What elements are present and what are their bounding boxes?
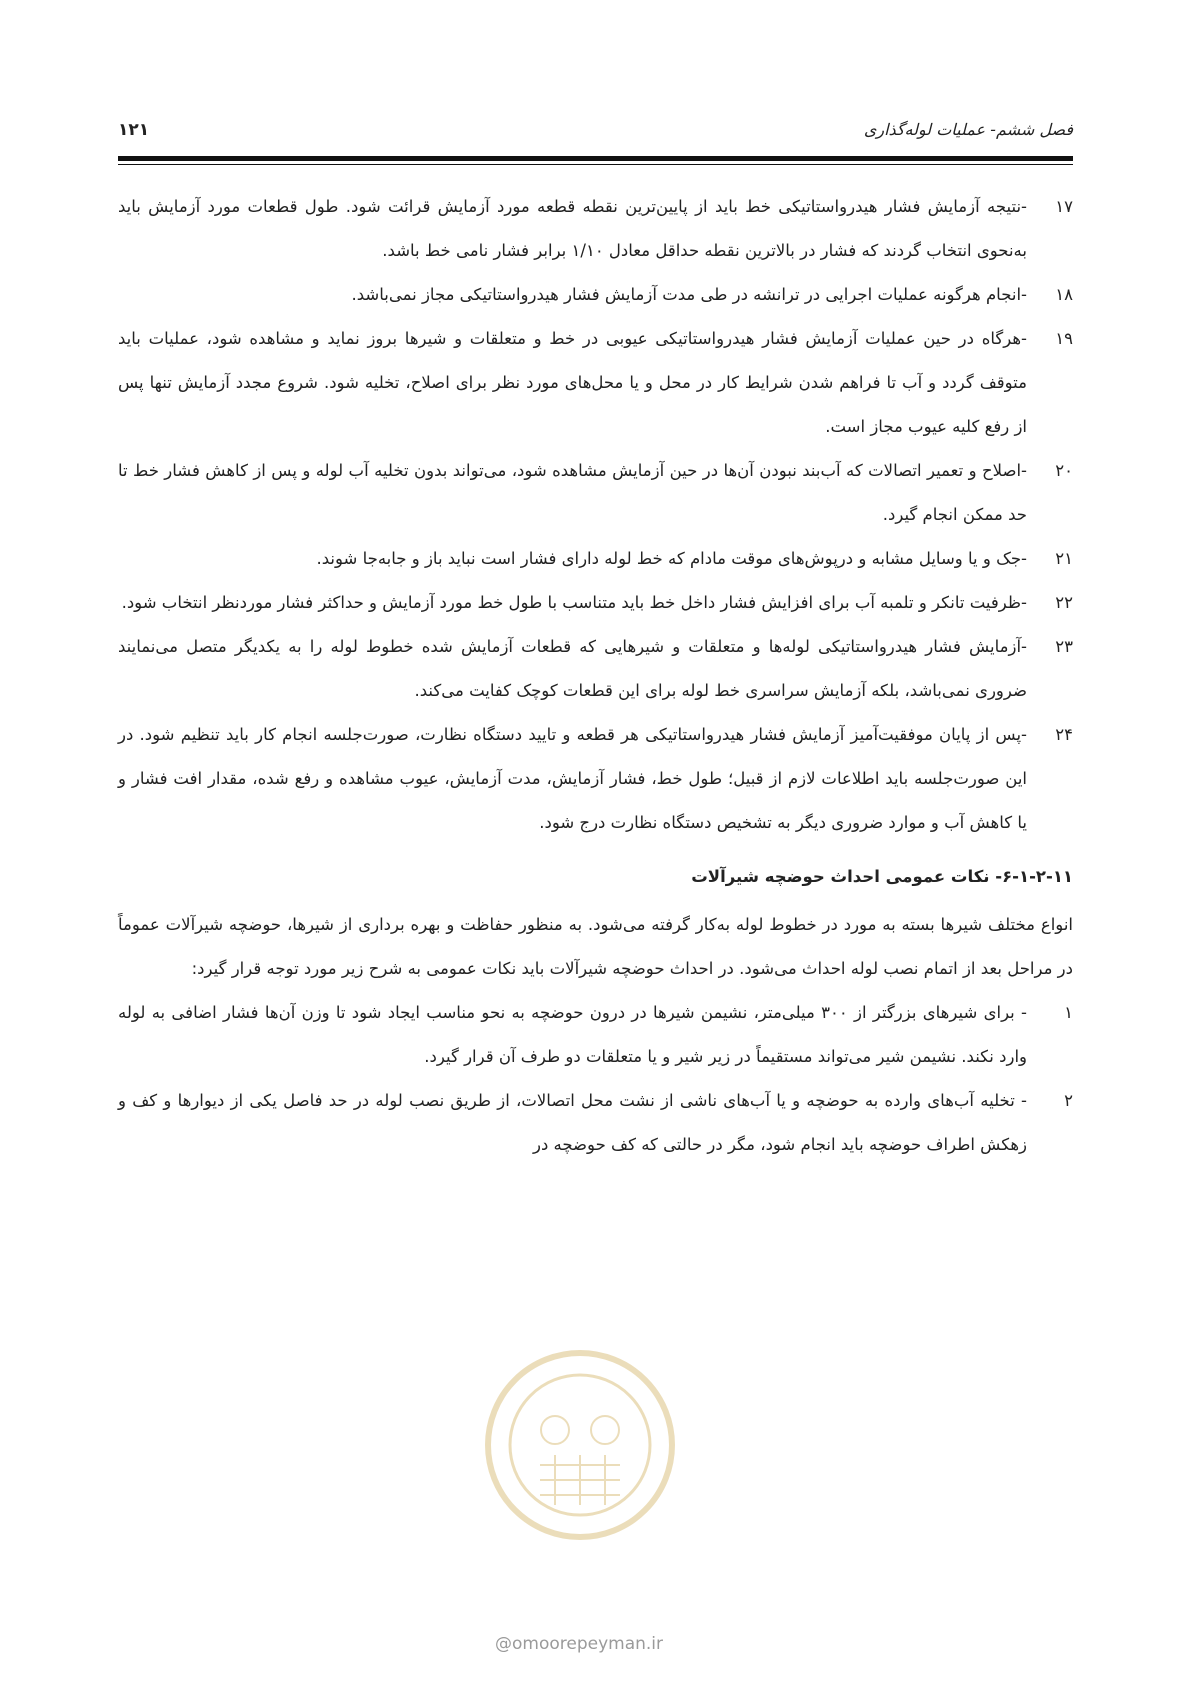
item-number: ۲ — [1064, 1091, 1073, 1110]
list-item — [118, 625, 1073, 713]
list-item — [118, 317, 1073, 449]
item-number: ۲۴ — [1055, 725, 1073, 744]
item-text: -هرگاه در حین عملیات آزمایش فشار هیدرواستاتیکی عیوبی در خط و متعلقات و شیرها بروز نماید و مشاهده شود، عملیات باید متوقف گردد و آب تا فراهم شدن شرایط کار در محل و یا محل‌های مورد نظر برای اصلاح، تخلیه شود. شروع مجدد آزمایش تنها پس از رفع کلیه عیوب مجاز است. — [118, 329, 1027, 436]
item-number: ۱۹ — [1055, 329, 1073, 348]
item-number: ۲۱ — [1055, 549, 1073, 568]
item-number: ۱ — [1064, 1003, 1073, 1022]
page-body — [118, 185, 1073, 1167]
page-header — [118, 120, 1073, 150]
item-number: ۲۲ — [1055, 593, 1073, 612]
header-rule-thick — [118, 156, 1073, 161]
item-number: ۲۰ — [1055, 461, 1073, 480]
item-text: -اصلاح و تعمیر اتصالات که آب‌بند نبودن آن‌ها در حین آزمایش مشاهده شود، می‌تواند بدون تخلیه آب لوله و پس از کاهش فشار خط تا حد ممکن انجام گیرد. — [118, 461, 1027, 524]
list-item — [118, 273, 1073, 317]
header-rule-thin — [118, 164, 1073, 165]
item-number: ۲۳ — [1055, 637, 1073, 656]
item-text: - تخلیه آب‌های وارده به حوضچه و یا آب‌های ناشی از نشت محل اتصالات، از طریق نصب لوله در حد فاصل یکی از دیوارها و کف و زهکش اطراف حوضچه باید انجام شود، مگر در حالتی که کف حوضچه در — [118, 1091, 1027, 1154]
chapter-title: فصل ششم- عملیات لوله‌گذاری — [863, 120, 1073, 139]
list-item — [118, 1079, 1073, 1167]
list-item — [118, 537, 1073, 581]
list-item — [118, 581, 1073, 625]
list-item — [118, 991, 1073, 1079]
list-item — [118, 185, 1073, 273]
item-text: -جک و یا وسایل مشابه و درپوش‌های موقت مادام که خط لوله دارای فشار است نباید باز و جابه‌جا شوند. — [316, 549, 1027, 568]
item-text: -نتیجه آزمایش فشار هیدرواستاتیکی خط باید از پایین‌ترین نقطه قطعه مورد آزمایش قرائت شود. طول قطعات مورد آزمایش باید به‌نحوی انتخاب گردند که فشار در بالاترین نقطه حداقل معادل ۱/۱۰ برابر فشار نامی خط باشد. — [118, 197, 1027, 260]
item-text: -ظرفیت تانکر و تلمبه آب برای افزایش فشار داخل خط باید متناسب با طول خط مورد آزمایش و حداکثر فشار موردنظر انتخاب شود. — [121, 593, 1027, 612]
watermark-site: @omoorepeyman.ir — [495, 1634, 664, 1654]
list-item — [118, 713, 1073, 845]
item-text: -انجام هرگونه عملیات اجرایی در ترانشه در طی مدت آزمایش فشار هیدرواستاتیکی مجاز نمی‌باشد. — [351, 285, 1027, 304]
page-number: ۱۲۱ — [118, 120, 150, 140]
item-text: - برای شیرهای بزرگتر از ۳۰۰ میلی‌متر، نشیمن شیرها در درون حوضچه به نحو مناسب ایجاد شود تا وزن آن‌ها فشار اضافی به لوله وارد نکند. نشیمن شیر می‌تواند مستقیماً در زیر شیر و یا متعلقات دو طرف آن قرار گیرد. — [118, 1003, 1027, 1066]
item-number: ۱۸ — [1055, 285, 1073, 304]
watermark-seal — [480, 1345, 680, 1545]
item-text: -پس از پایان موفقیت‌آمیز آزمایش فشار هیدرواستاتیکی هر قطعه و تایید دستگاه نظارت، صورت‌جلسه انجام کار باید تنظیم شود. در این صورت‌جلسه باید اطلاعات لازم از قبیل؛ طول خط، فشار آزمایش، مدت آزمایش، عیوب مشاهده و رفع شده، مقدار افت فشار و یا کاهش آب و موارد ضروری دیگر به تشخیص دستگاه نظارت درج شود. — [118, 725, 1027, 832]
intro-paragraph: انواع مختلف شیرها بسته به مورد در خطوط لوله به‌کار گرفته می‌شود. به منظور حفاظت و بهره برداری از شیرها، حوضچه شیرآلات عموماً در مراحل بعد از اتمام نصب لوله احداث می‌شود. در احداث حوضچه شیرآلات باید نکات عمومی به شرح زیر مورد توجه قرار گیرد: — [118, 915, 1073, 978]
item-text: -آزمایش فشار هیدرواستاتیکی لوله‌ها و متعلقات و شیرهایی که قطعات آزمایش شده خطوط لوله را به یکدیگر متصل می‌نمایند ضروری نمی‌باشد، بلکه آزمایش سراسری خط لوله برای این قطعات کوچک کفایت می‌کند. — [118, 637, 1027, 700]
list-item — [118, 449, 1073, 537]
section-heading: ۶-۱-۲-۱۱- نکات عمومی احداث حوضچه شیرآلات — [691, 867, 1073, 886]
item-number: ۱۷ — [1055, 197, 1073, 216]
